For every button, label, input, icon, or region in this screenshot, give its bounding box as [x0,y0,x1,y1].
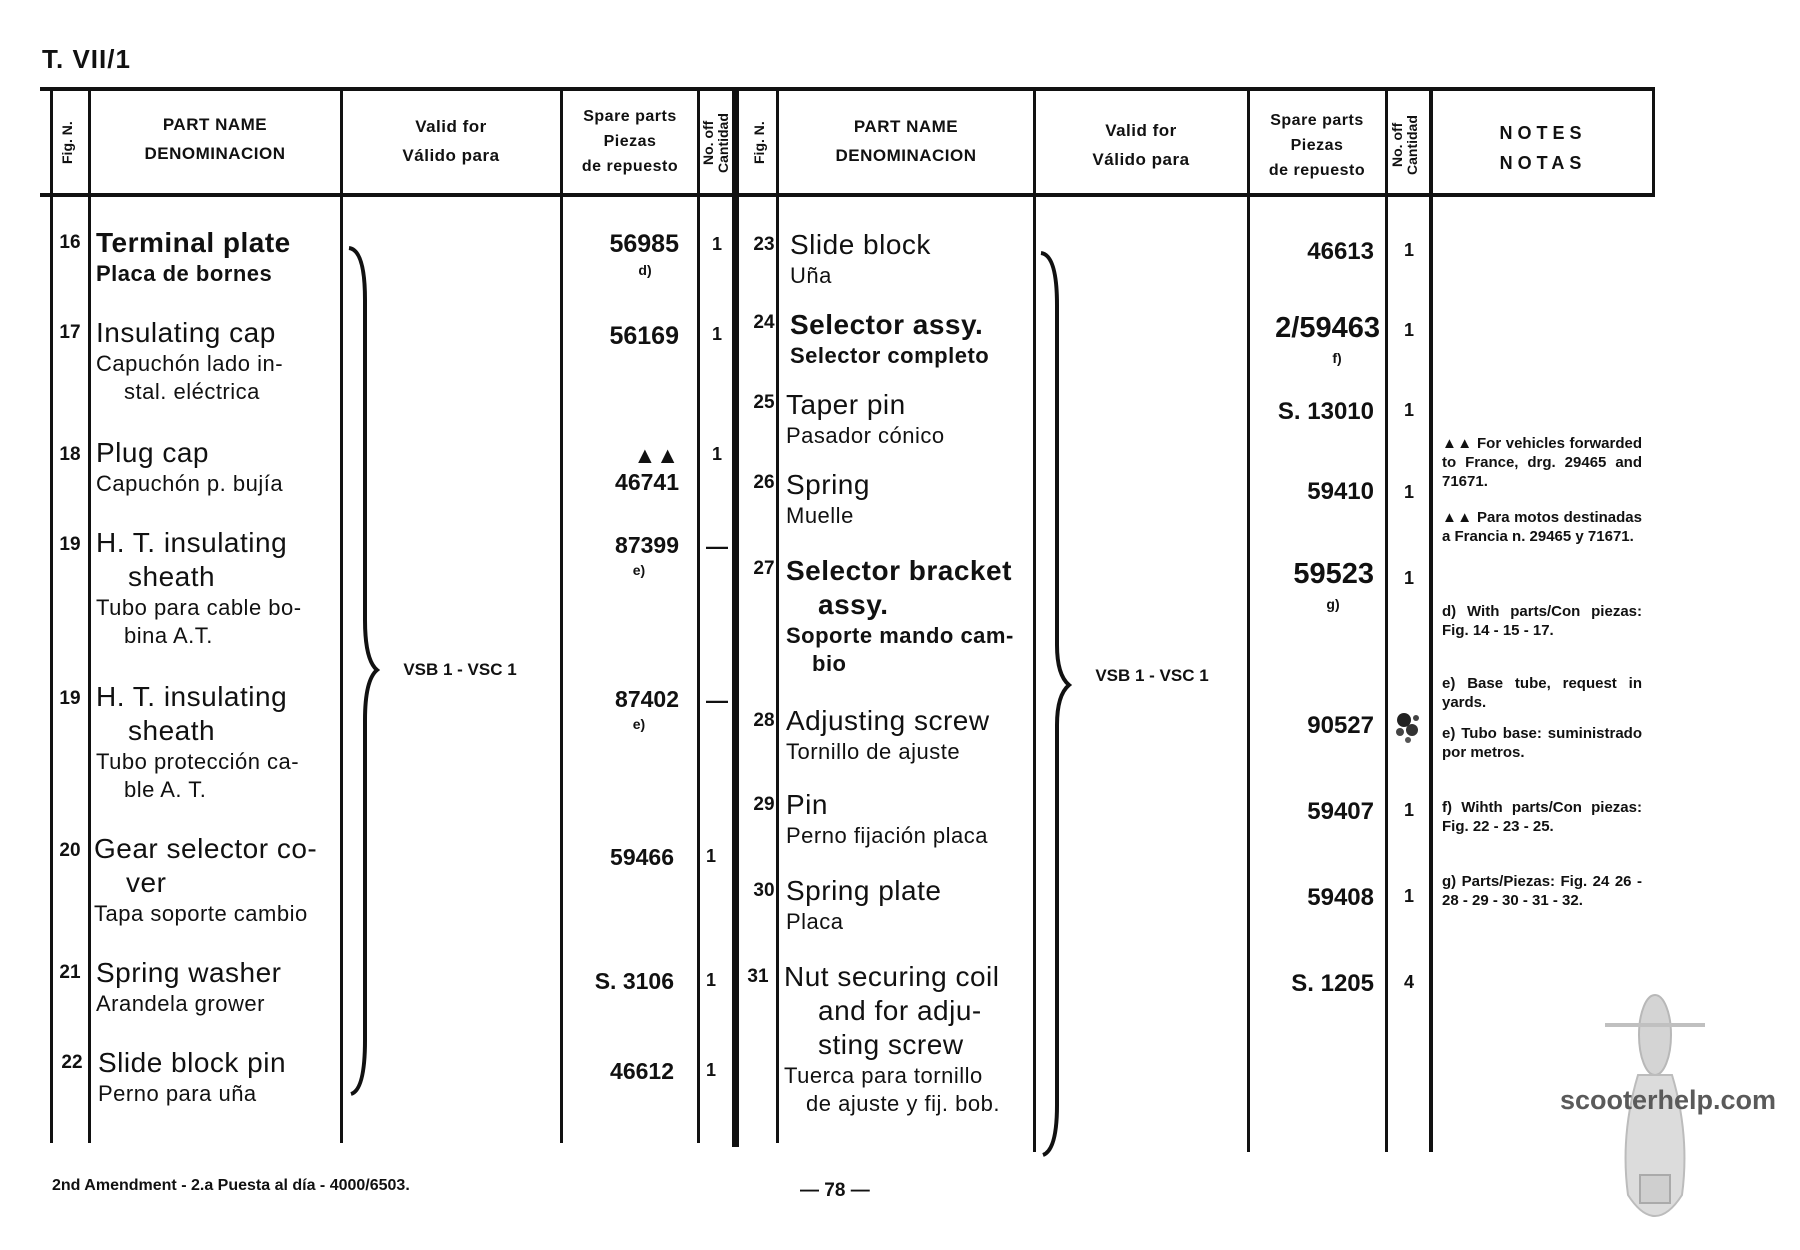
valid-for-header: Valid for Válido para [1092,121,1190,169]
valid-for-left: VSB 1 - VSC 1 [403,660,517,679]
part-number: 87399 [615,532,679,558]
footnote-ref: f) [1332,350,1342,366]
header-bottom-rule [40,193,1655,197]
col-rule [1033,87,1036,1152]
note-text: g) Parts/Piezas: Fig. 24 26 - 28 - 29 - 30 - 31 - 32. [1442,873,1642,909]
part-number: 59410 [1307,478,1374,505]
quantity: 1 [1403,400,1414,420]
part-number: 87402 [615,686,679,712]
notes-header: NOTES NOTAS [1499,123,1587,173]
quantity: 1 [705,970,716,990]
col-rule [1385,87,1388,1152]
quantity: 1 [1403,320,1414,340]
part-name: Gear selector co- ver Tapa soporte cambio [94,833,318,926]
fig-header: Fig. N. [59,121,75,165]
col-rule [1247,87,1250,1152]
footnote-ref: e) [632,562,646,578]
ink-blot-mark [1388,706,1428,750]
fig-number: 21 [59,962,81,983]
part-number: 59523 [1293,558,1374,590]
fig-header: Fig. N. [751,121,767,165]
fig-number: 20 [59,840,81,861]
col-rule [560,87,563,1143]
quantity: 1 [1403,568,1414,588]
part-number: 2/59463 [1275,312,1380,344]
note-text: f) Wihth parts/Con piezas: Fig. 22 - 23 - 25. [1442,799,1642,835]
part-number: 46612 [610,1058,674,1084]
note-text: ▲▲ For vehicles forwarded to France, drg. 29465 and 71671. [1442,435,1642,490]
part-number: 59408 [1307,884,1374,911]
valid-for-brace [1037,245,1077,1165]
part-number: S. 1205 [1291,970,1374,997]
fig-number: 23 [753,234,775,255]
quantity: 1 [705,846,716,866]
valid-for-header: Valid for Válido para [402,117,500,165]
qty-header: No. off Cantidad [700,113,731,173]
valid-for-right: VSB 1 - VSC 1 [1095,666,1209,685]
quantity: 1 [711,444,722,464]
part-name: Nut securing coil and for adju- sting screw Tuerca para tornillo de ajuste y fij. bob. [784,961,1000,1116]
part-name: Spring washer Arandela grower [96,957,282,1016]
part-name: H. T. insulating sheath Tubo protección ca- ble A. T. [96,681,300,802]
quantity: — [706,534,728,559]
fig-number: 30 [753,880,775,901]
spare-parts-header: Spare parts Piezas de repuesto [1268,112,1366,179]
quantity: 1 [1403,240,1414,260]
footnote-ref: d) [638,262,652,278]
quantity: — [706,688,728,713]
fig-number: 19 [59,534,81,555]
part-number: S. 3106 [594,968,674,994]
fig-number: 19 [59,688,81,709]
part-name: Adjusting screw Tornillo de ajuste [786,705,990,764]
part-number: 59466 [610,844,674,870]
part-number: S. 13010 [1277,398,1374,425]
note-text: d) With parts/Con piezas: Fig. 14 - 15 - 17. [1442,603,1642,639]
part-number: 46613 [1307,238,1374,265]
part-name: Selector bracket assy. Soporte mando cam- bio [786,555,1014,676]
fig-number: 22 [61,1052,83,1073]
qty-header: No. off Cantidad [1389,115,1420,175]
part-name: Slide block Uña [790,229,931,288]
part-name: Pin Perno fijación placa [786,789,989,848]
part-name: Selector assy. Selector completo [790,309,990,368]
part-name-header: PART NAME DENOMINACION [835,117,977,165]
fig-number: 17 [59,322,81,343]
part-name: Spring plate Placa [786,875,942,934]
col-rule [88,87,91,1143]
part-name: Taper pin Pasador cónico [786,389,945,448]
fig-number: 26 [753,472,775,493]
center-double-rule [735,87,739,1147]
amendment-footer: 2nd Amendment - 2.a Puesta al día - 4000/6503. [52,1177,410,1194]
footnote-ref: e) [632,716,646,732]
part-name-header: PART NAME DENOMINACION [144,115,286,163]
quantity: 1 [1403,886,1414,906]
page-number: — 78 — [800,1180,870,1201]
fig-number: 25 [753,392,775,413]
part-number: 56169 [609,322,679,350]
spare-parts-header: Spare parts Piezas de repuesto [581,108,679,175]
quantity: 1 [705,1060,716,1080]
fig-number: 28 [753,710,775,731]
quantity: 1 [711,324,722,344]
part-name: Insulating cap Capuchón lado in- stal. eléctrica [96,317,284,404]
quantity: 1 [1403,482,1414,502]
col-rule [1429,87,1433,1152]
plate-label: T. VII/1 [42,44,131,74]
table-top-rule [40,87,1655,91]
fig-number: 18 [59,444,81,465]
fig-number: 31 [747,966,769,987]
part-number: 59407 [1307,798,1374,825]
fig-number: 24 [753,312,775,333]
part-name: Terminal plate Placa de bornes [96,227,291,286]
part-number: ▲▲ 46741 [615,442,679,495]
quantity: 4 [1403,972,1414,992]
fig-number: 16 [59,232,81,253]
part-name: Spring Muelle [786,469,870,528]
quantity: 1 [1403,800,1414,820]
note-text: e) Tubo base: suministrado por metros. [1442,725,1642,761]
part-name: H. T. insulating sheath Tubo para cable bo- bina A.T. [96,527,302,648]
note-text: ▲▲ Para motos destinadas a Francia n. 29465 y 71671. [1442,509,1642,545]
part-number: 56985 [609,230,679,258]
note-text: e) Base tube, request in yards. [1442,675,1642,711]
col-rule [1652,87,1655,197]
footnote-ref: g) [1326,596,1340,612]
part-number: 90527 [1307,712,1374,739]
part-name: Slide block pin Perno para uña [98,1047,287,1106]
quantity: 1 [711,234,722,254]
fig-number: 27 [753,558,775,579]
part-name: Plug cap Capuchón p. bujía [96,437,284,496]
fig-number: 29 [753,794,775,815]
col-rule [340,87,343,1143]
watermark-text: scooterhelp.com [1560,1085,1777,1115]
